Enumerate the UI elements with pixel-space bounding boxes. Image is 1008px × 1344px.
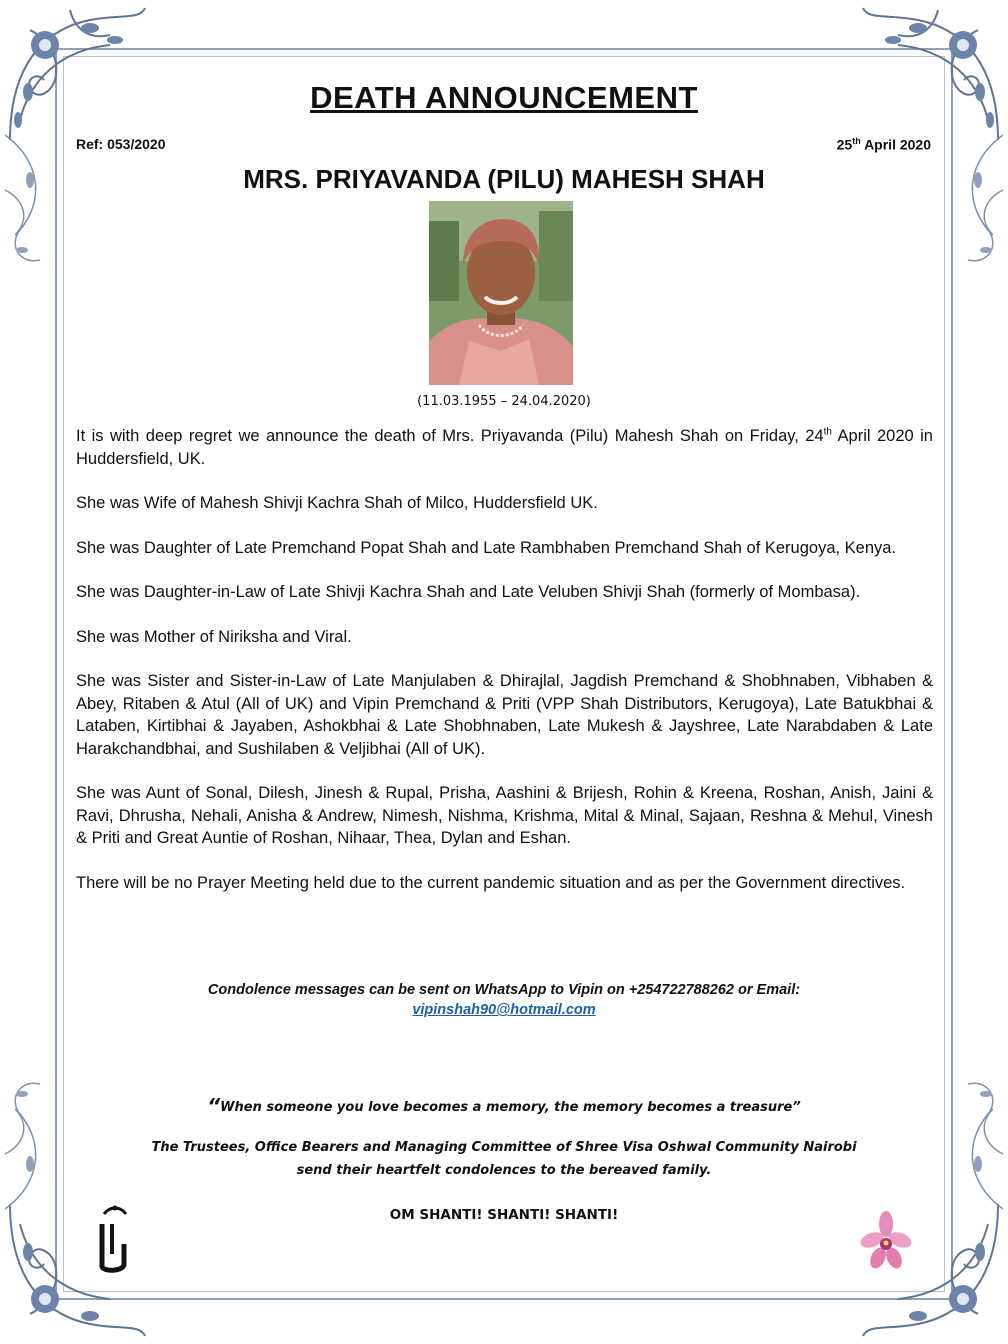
swirl-ornament-icon (0, 1054, 70, 1214)
announcement-date: 25th April 2020 (836, 136, 931, 153)
swirl-ornament-icon (938, 130, 1008, 290)
condolence-text: Condolence messages can be sent on WhatsApp to Vipin on +254722788262 or Email: (207, 982, 801, 998)
lifespan-dates: (11.03.1955 – 24.04.2020) (417, 394, 591, 409)
condolence-contact (0, 980, 1008, 1020)
paragraph-daughter-in-law: She was Daughter-in-Law of Late Shivji Kachra Shah and Late Veluben Shivji Shah (formerly of Mombasa). (76, 583, 861, 601)
deceased-name: MRS. PRIYAVANDA (PILU) MAHESH SHAH (243, 164, 765, 194)
om-shanti: OM SHANTI! SHANTI! SHANTI! (389, 1207, 619, 1223)
email-link[interactable]: vipinshah90@hotmail.com (412, 1002, 596, 1018)
paragraph-death-notice: It is with deep regret we announce the death of Mrs. Priyavanda (Pilu) Mahesh Shah on Friday, 24th April 2020 in Huddersfield, UK. (76, 426, 933, 468)
swirl-ornament-icon (938, 1054, 1008, 1214)
paragraph-prayer-meeting: There will be no Prayer Meeting held due to the current pandemic situation and as per the Government directives. (76, 873, 906, 892)
paragraph-aunt: She was Aunt of Sonal, Dilesh, Jinesh & Rupal, Prisha, Aashini & Brijesh, Rohin & Kreena, Roshan, Anish, Jaini & Ravi, Dhrusha, Nehali, Anisha & Andrew, Nimesh, Nishma, Krishma, Mital & Minal, Sajaan, Reshna & Mehul, Vinesh & Priti and Great Auntie of Roshan, Nihaar, Thea, Dylan and Eshan. (76, 784, 933, 847)
jain-symbol-icon (94, 1204, 134, 1274)
paragraph-daughter: She was Daughter of Late Premchand Popat Shah and Late Rambhaben Premchand Shah of Kerugoya, Kenya. (76, 538, 897, 557)
reference-number: Ref: 053/2020 (76, 136, 166, 152)
floral-corner-icon (0, 0, 150, 150)
orchid-icon (860, 1210, 912, 1276)
trustees-message: The Trustees, Office Bearers and Managing Committee of Shree Visa Oshwal Community Nairobi send their heartfelt condolences to the bereaved family. (151, 1140, 857, 1178)
announcement-title: DEATH ANNOUNCEMENT (310, 80, 698, 115)
memorial-quote: “When someone you love becomes a memory, the memory becomes a treasure” (207, 1094, 801, 1118)
paragraph-mother: She was Mother of Niriksha and Viral. (76, 627, 352, 646)
paragraph-sister: She was Sister and Sister-in-Law of Late Manjulaben & Dhirajlal, Jagdish Premchand & Shobhnaben, Vibhaben & Abey, Ritaben & Atul (All of UK) and Vipin Premchand & Priti (VPP Shah Distributors, Kerugoya), Late Batukbhai & Lataben, Kirtibhai & Jayaben, Ashokbhai & Late Shobhnaben, Late Mukesh & Jayshree, Late Narabdaben & Late Harakchandbhai, and Sushilaben & Veljibhai (All of UK). (76, 672, 933, 758)
swirl-ornament-icon (0, 130, 70, 290)
paragraph-wife: She was Wife of Mahesh Shivji Kachra Shah of Milco, Huddersfield UK. (76, 494, 598, 512)
announcement-body (76, 425, 933, 916)
portrait-photo (429, 201, 573, 385)
floral-corner-icon (858, 0, 1008, 150)
